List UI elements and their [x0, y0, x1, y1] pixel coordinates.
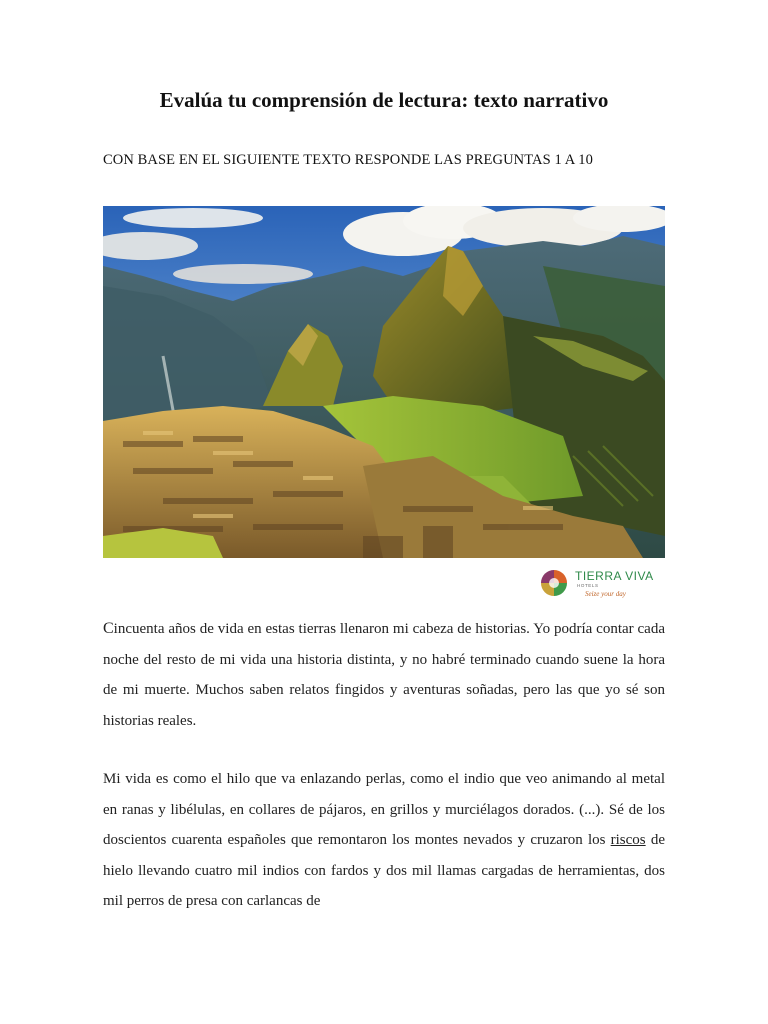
drop-letter: C	[103, 620, 114, 637]
logo-subname: HOTELS	[577, 583, 599, 588]
logo-tagline: Seize your day	[585, 590, 626, 598]
document-title: Evalúa tu comprensión de lectura: texto narrativo	[159, 88, 609, 112]
paragraph-1	[103, 614, 665, 736]
logo-name: TIERRA VIVA	[575, 569, 654, 583]
paragraph-2	[103, 764, 665, 917]
paragraph-2-text-end: de hielo llevando cuatro mil indios con fardos y dos mil llamas cargadas de herramientas, dos mil perros de presa con carlancas de	[103, 832, 665, 909]
instruction-text: CON BASE EN EL SIGUIENTE TEXTO RESPONDE LAS PREGUNTAS 1 A 10	[103, 152, 593, 168]
tierra-viva-logo	[539, 566, 657, 600]
machu-picchu-photo	[103, 206, 665, 603]
tierra-viva-logo-icon	[539, 568, 569, 598]
paragraph-1-text: incuenta años de vida en estas tierras llenaron mi cabeza de historias. Yo podría contar cada noche del resto de mi vida una historia distinta, y no habré terminado cuando suene la hora de mi muerte. Muchos saben relatos fingidos y aventuras soñadas, pero las que yo sé son historias reales.	[103, 621, 665, 729]
underlined-word: riscos	[610, 832, 646, 848]
paragraph-2-text-start: Mi vida es como el hilo que va enlazando perlas, como el indio que veo animando al metal en ranas y libélulas, en collares de pájaros, en grillos y murciélagos dorados. (...). Sé de los doscientos cuarenta españoles que remontaron los montes nevados y cruzaron los	[103, 771, 665, 848]
landscape-image	[103, 206, 665, 558]
photo-banner	[103, 558, 665, 603]
